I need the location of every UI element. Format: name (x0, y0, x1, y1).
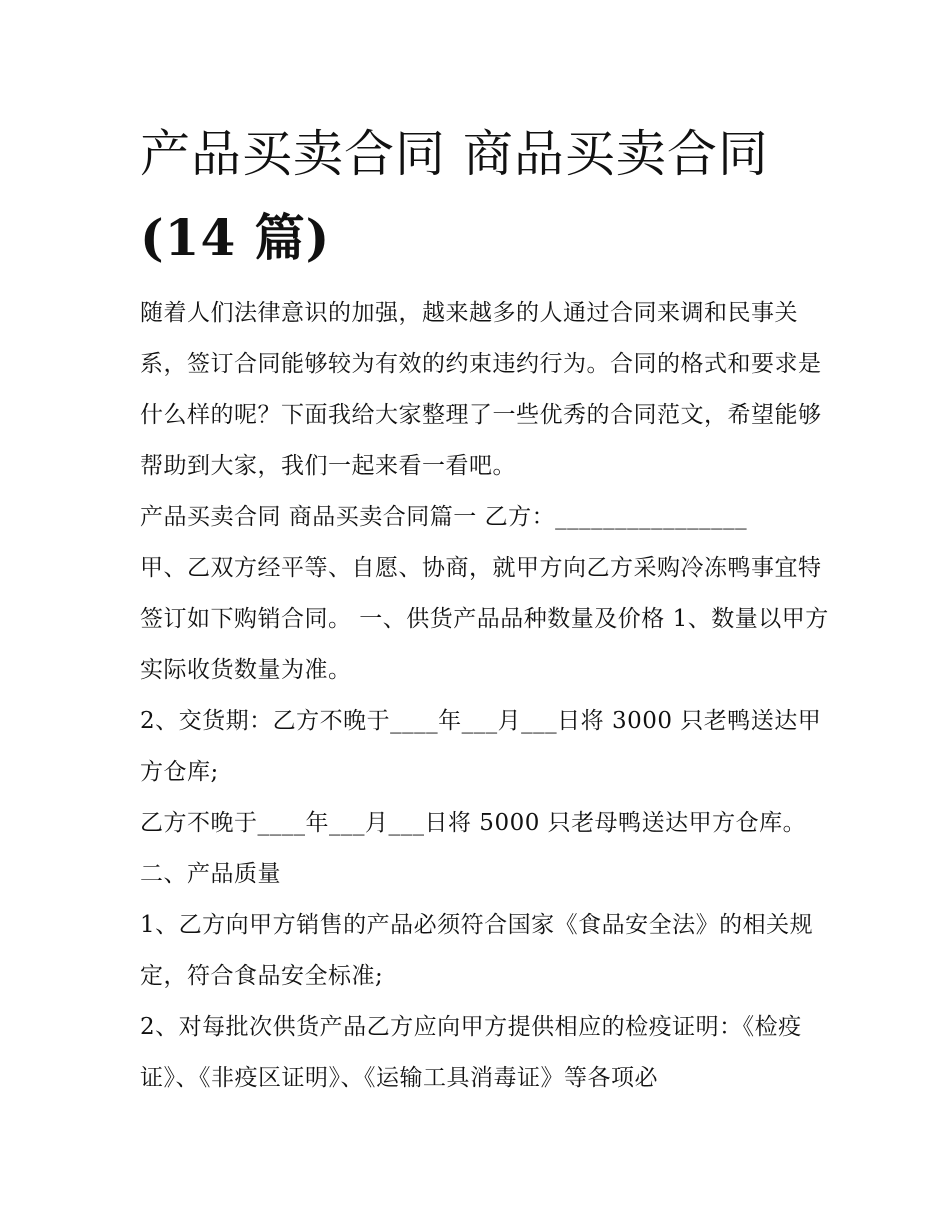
document-body (140, 112, 830, 1104)
intro-paragraph: 随着人们法律意识的加强，越来越多的人通过合同来调和民事关系，签订合同能够较为有效的约束违约行为。合同的格式和要求是什么样的呢？下面我给大家整理了一些优秀的合同范文，希望能够帮助到大家，我们一起来看一看吧。 (140, 300, 822, 479)
title-line-2: (14 篇) (140, 208, 331, 267)
contract-preamble-paragraph: 甲、乙双方经平等、自愿、协商，就甲方向乙方采购冷冻鸭事宜特签订如下购销合同。 一、供货产品品种数量及价格 1、数量以甲方实际收货数量为准。 (140, 555, 829, 683)
quality-clause-paragraph-2: 2、对每批次供货产品乙方应向甲方提供相应的检疫证明：《检疫证》、《非疫区证明》、《运输工具消毒证》等各项必 (140, 1014, 802, 1091)
quality-clause-paragraph-1: 1、乙方向甲方销售的产品必须符合国家《食品安全法》的相关规定，符合食品安全标准; (140, 912, 814, 989)
contract-heading-paragraph: 产品买卖合同 商品买卖合同篇一 乙方：________________ (140, 504, 748, 530)
document-title (140, 112, 830, 280)
title-line-1: 产品买卖合同 商品买卖合同 (140, 125, 769, 183)
delivery-term-paragraph-1: 2、交货期：乙方不晚于____年___月___日将 3000 只老鸭送达甲方仓库; (140, 708, 822, 785)
delivery-term-paragraph-2: 乙方不晚于____年___月___日将 5000 只老母鸭送达甲方仓库。 二、产品质量 (140, 810, 807, 887)
